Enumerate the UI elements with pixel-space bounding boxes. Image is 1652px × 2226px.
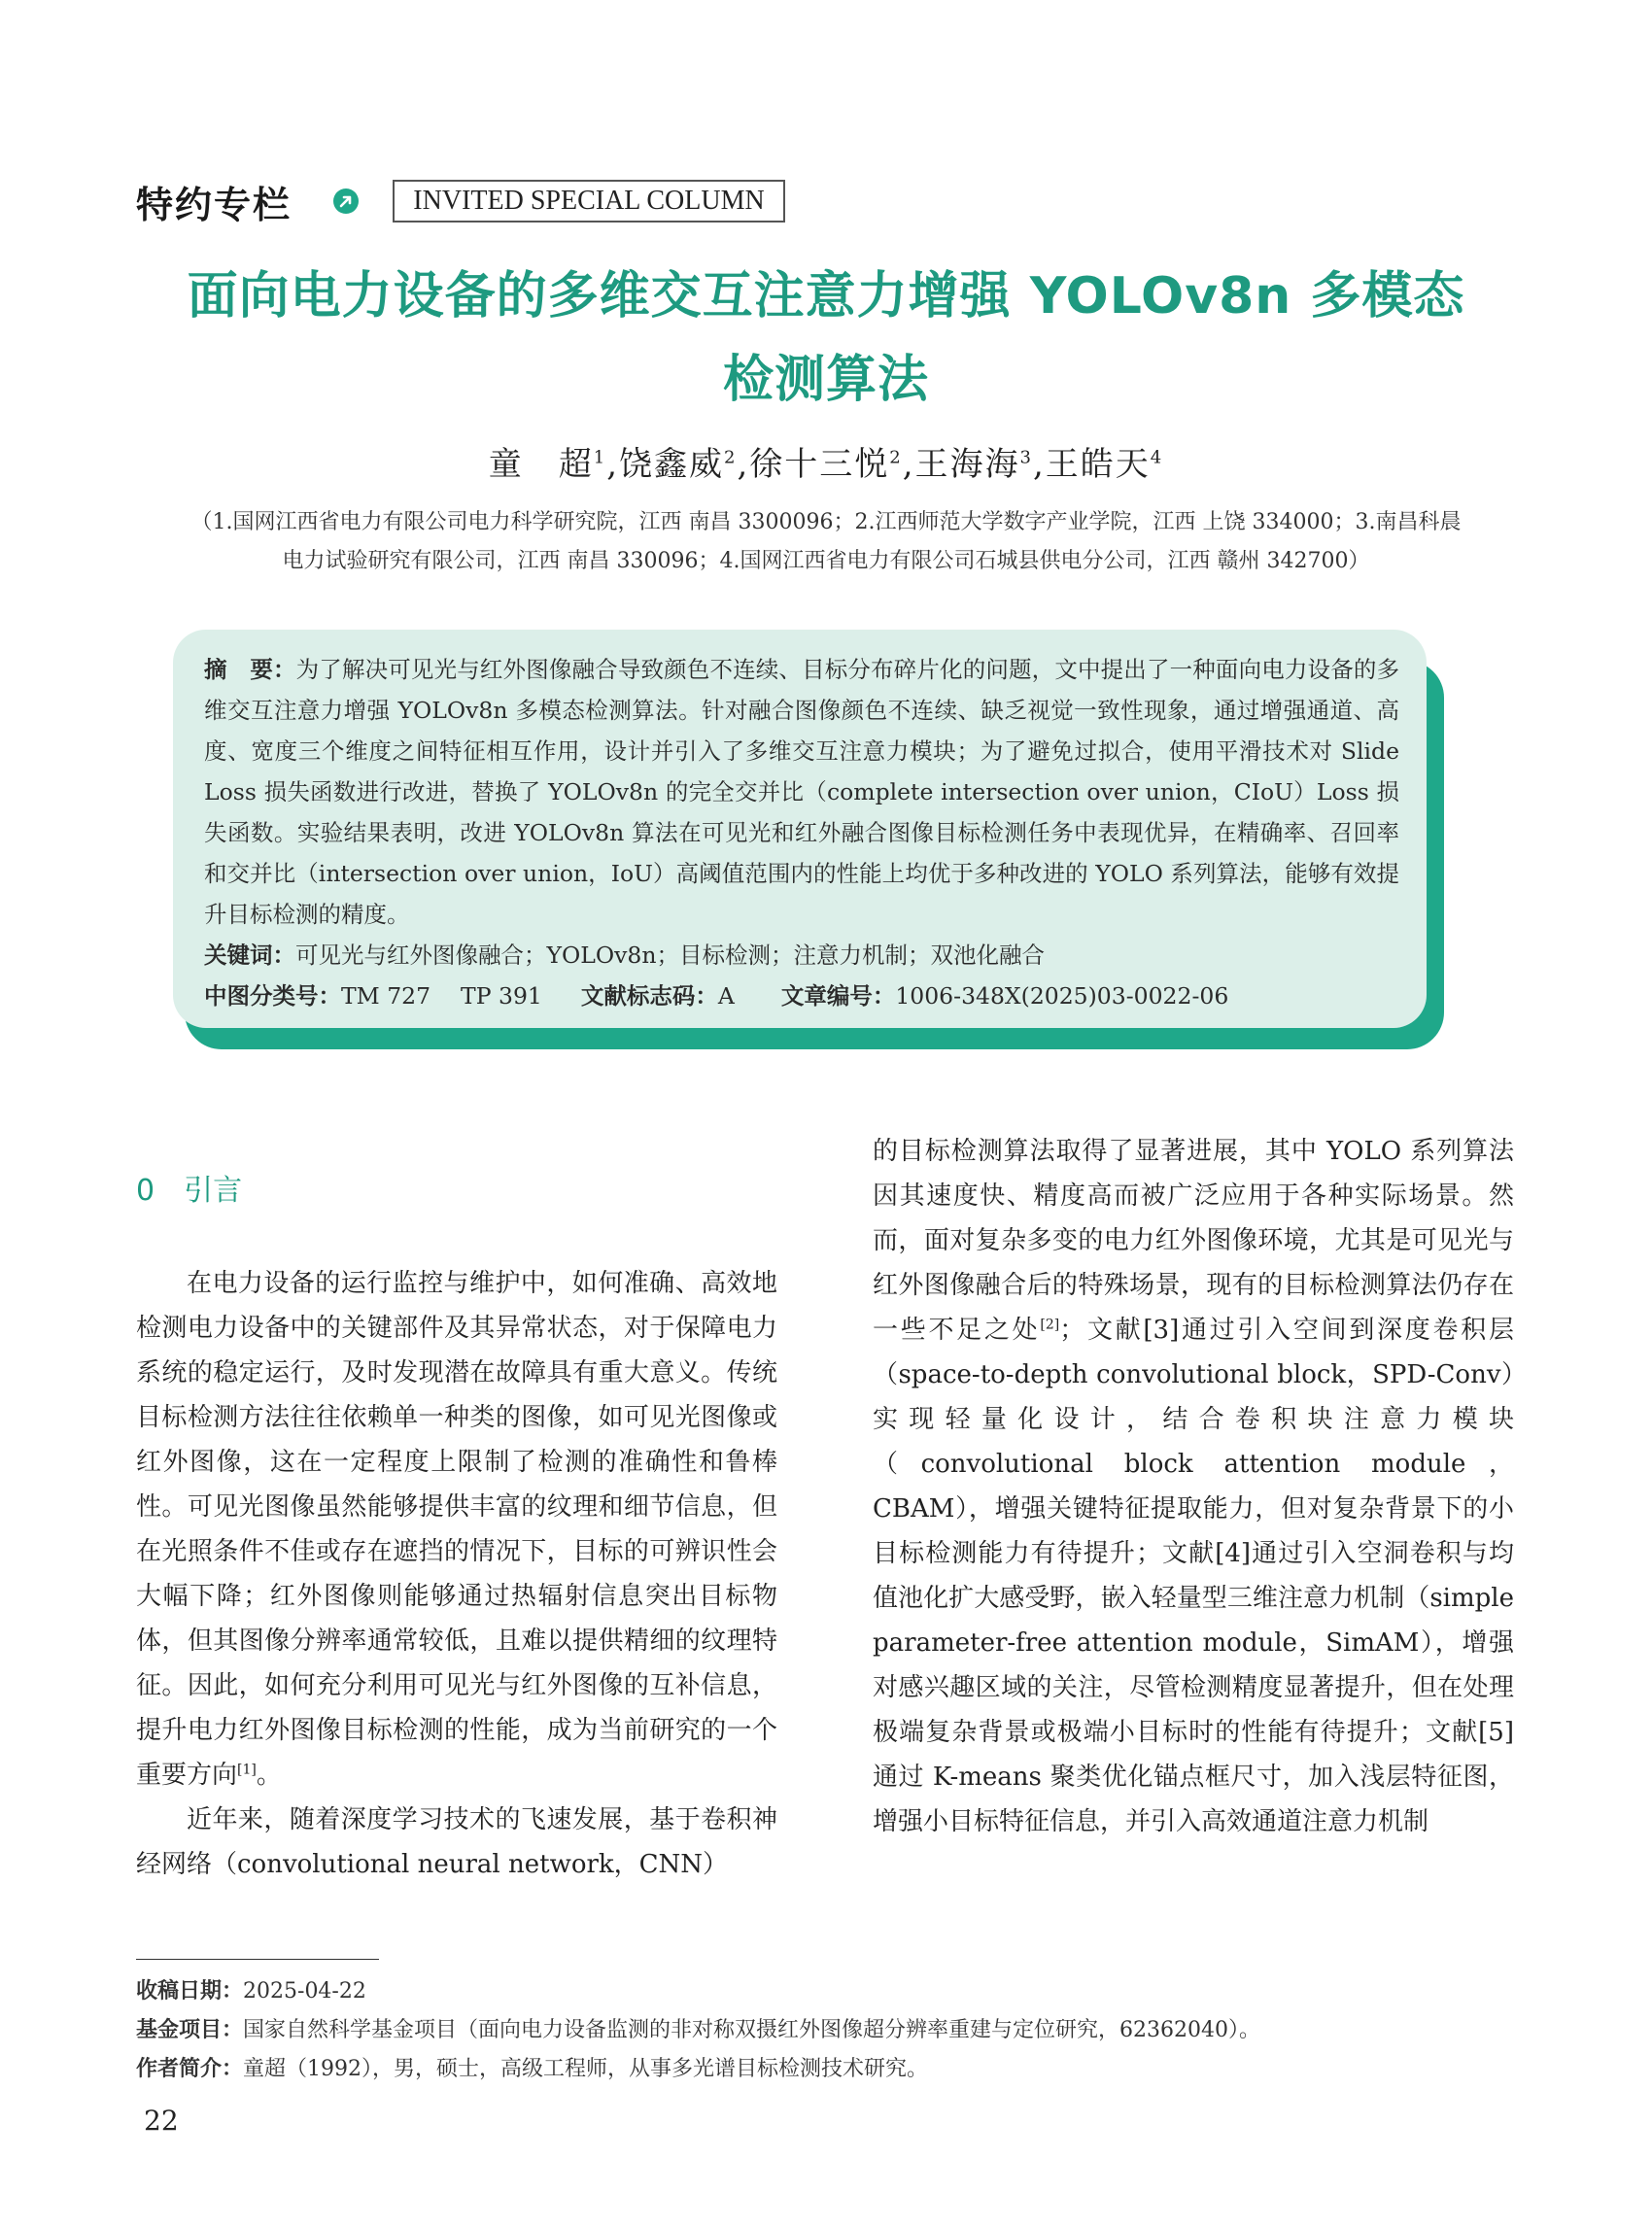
paragraph-end: 。 (256, 1761, 282, 1790)
paper-title (97, 255, 1555, 422)
author-affil-mark: 4 (1150, 447, 1164, 468)
article-no-label: 文章编号： (780, 982, 896, 1010)
classification-line (204, 976, 1399, 1016)
title-line-1: 面向电力设备的多维交互注意力增强 YOLOv8n 多模态 (187, 267, 1465, 325)
author-affil-mark: 2 (889, 447, 903, 468)
title-line-2: 检测算法 (722, 351, 929, 409)
left-column (136, 1261, 777, 1887)
arrow-circle-icon (333, 188, 359, 214)
footnote-divider (136, 1959, 379, 1960)
body-paragraph (136, 1261, 777, 1798)
footnote-author (136, 2050, 1516, 2089)
column-english-label: INVITED SPECIAL COLUMN (393, 180, 785, 223)
footnote-received (136, 1972, 1516, 2011)
keywords: 可见光与红外图像融合；YOLOv8n；目标检测；注意力机制；双池化融合 (295, 942, 1046, 969)
affiliations (136, 503, 1516, 581)
abstract-label: 摘 要： (204, 656, 296, 683)
body-paragraph: 近年来，随着深度学习技术的飞速发展，基于卷积神经网络（convolutional neural network，CNN） (136, 1805, 777, 1879)
footnote-fund (136, 2011, 1516, 2050)
author-affil-mark: 1 (593, 447, 607, 468)
abstract-text: 为了解决可见光与红外图像融合导致颜色不连续、目标分布碎片化的问题，文中提出了一种面向电力设备的多维交互注意力增强 YOLOv8n 多模态检测算法。针对融合图像颜色不连续、缺乏视觉一致性现象，通过增强通道、高度、宽度三个维度之间特征相互作用，设计并引入了多维交互注意力模块；为了避免过拟合，使用平滑技术对 Slide Loss 损失函数进行改进，替换了 YOLOv8n 的完全交并比（complete intersection over union，CIoU）Loss 损失函数。实验结果表明，改进 YOLOv8n 算法在可见光和红外融合图像目标检测任务中表现优异，在精确率、召回率和交并比（intersection over union，IoU）高阈值范围内的性能上均优于多种改进的 YOLO 系列算法，能够有效提升目标检测的精度。 (204, 656, 1400, 928)
footnote-label: 作者简介： (136, 2057, 244, 2081)
author-name: 王皓天 (1045, 445, 1151, 484)
citation: [2] (1040, 1317, 1060, 1333)
abstract-paragraph (204, 649, 1399, 935)
right-column (873, 1129, 1514, 1844)
affiliation-line-1: （1.国网江西省电力有限公司电力科学研究院，江西 南昌 3300096；2.江西师范大学数字产业学院，江西 上饶 334000；3.南昌科晨 (190, 510, 1462, 534)
keywords-label: 关键词： (204, 942, 295, 969)
author-list: 童 超$^1$,饶鑫威$^2$,徐十三悦$^2$,王海海$^3$,王皓天$^4$ (488, 445, 1164, 484)
author-name: 王海海 (914, 445, 1020, 484)
footnote-value: 2025-04-22 (243, 1979, 366, 2003)
footnotes (136, 1972, 1516, 2089)
author-name: 徐十三悦 (749, 445, 890, 484)
section-heading (136, 1166, 242, 1209)
author-name: 饶鑫威 (619, 445, 724, 484)
clc-value: TM 727 TP 391 (341, 982, 542, 1010)
clc-label: 中图分类号： (204, 982, 341, 1010)
author-name: 童 超 (488, 445, 594, 484)
paragraph-text: ；文献[3]通过引入空间到深度卷积层（space-to-depth convolutional block，SPD-Conv）实现轻量化设计，结合卷积块注意力模块（convolutional block attention module，CBAM），增强关键特征提取能力，但对复杂背景下的小目标检测能力有待提升；文献[4]通过引入空洞卷积与均值池化扩大感受野，嵌入轻量型三维注意力机制（simple parameter-free attention module，SimAM），增强对感兴趣区域的关注，尽管检测精度显著提升，但在处理极端复杂背景或极端小目标时的性能有待提升；文献[5]通过 K-means 聚类优化锚点框尺寸，加入浅层特征图，增强小目标特征信息，并引入高效通道注意力机制 (873, 1316, 1514, 1836)
paragraph-text: 的目标检测算法取得了显著进展，其中 YOLO 系列算法因其速度快、精度高而被广泛应用于各种实际场景。然而，面对复杂多变的电力红外图像环境，尤其是可见光与红外图像融合后的特殊场景，现有的目标检测算法仍存在一些不足之处 (873, 1137, 1514, 1345)
footnote-value: 国家自然科学基金项目（面向电力设备监测的非对称双摄红外图像超分辨率重建与定位研究，62362040）。 (243, 2018, 1260, 2042)
abstract-content (204, 649, 1399, 1016)
doc-code-value: A (717, 982, 735, 1010)
page-number: 22 (144, 2105, 179, 2137)
author-affil-mark: 3 (1019, 447, 1033, 468)
footnote-label: 收稿日期： (136, 1979, 244, 2003)
footnote-value: 童超（1992），男，硕士，高级工程师，从事多光谱目标检测技术研究。 (243, 2057, 929, 2081)
article-no-value: 1006-348X(2025)03-0022-06 (895, 982, 1229, 1010)
citation: [1] (237, 1762, 257, 1778)
section-title: 引言 (184, 1174, 243, 1208)
column-label: 特约专栏 (136, 184, 293, 226)
paragraph-text: 在电力设备的运行监控与维护中，如何准确、高效地检测电力设备中的关键部件及其异常状态，对于保障电力系统的稳定运行，及时发现潜在故障具有重大意义。传统目标检测方法往往依赖单一种类的图像，如可见光图像或红外图像，这在一定程度上限制了检测的准确性和鲁棒性。可见光图像虽然能够提供丰富的纹理和细节信息，但在光照条件不佳或存在遮挡的情况下，目标的可辨识性会大幅下降；红外图像则能够通过热辐射信息突出目标物体，但其图像分辨率通常较低，且难以提供精细的纹理特征。因此，如何充分利用可见光与红外图像的互补信息，提升电力红外图像目标检测的性能，成为当前研究的一个重要方向 (136, 1269, 777, 1790)
footnote-label: 基金项目： (136, 2018, 244, 2042)
keywords-line (204, 935, 1399, 976)
affiliation-line-2: 电力试验研究有限公司，江西 南昌 330096；4.国网江西省电力有限公司石城县供电分公司，江西 赣州 342700） (282, 549, 1370, 573)
body-paragraph (873, 1129, 1514, 1844)
section-number: 0 (136, 1174, 155, 1208)
doc-code-label: 文献标志码： (580, 982, 718, 1010)
author-affil-mark: 2 (724, 447, 738, 468)
